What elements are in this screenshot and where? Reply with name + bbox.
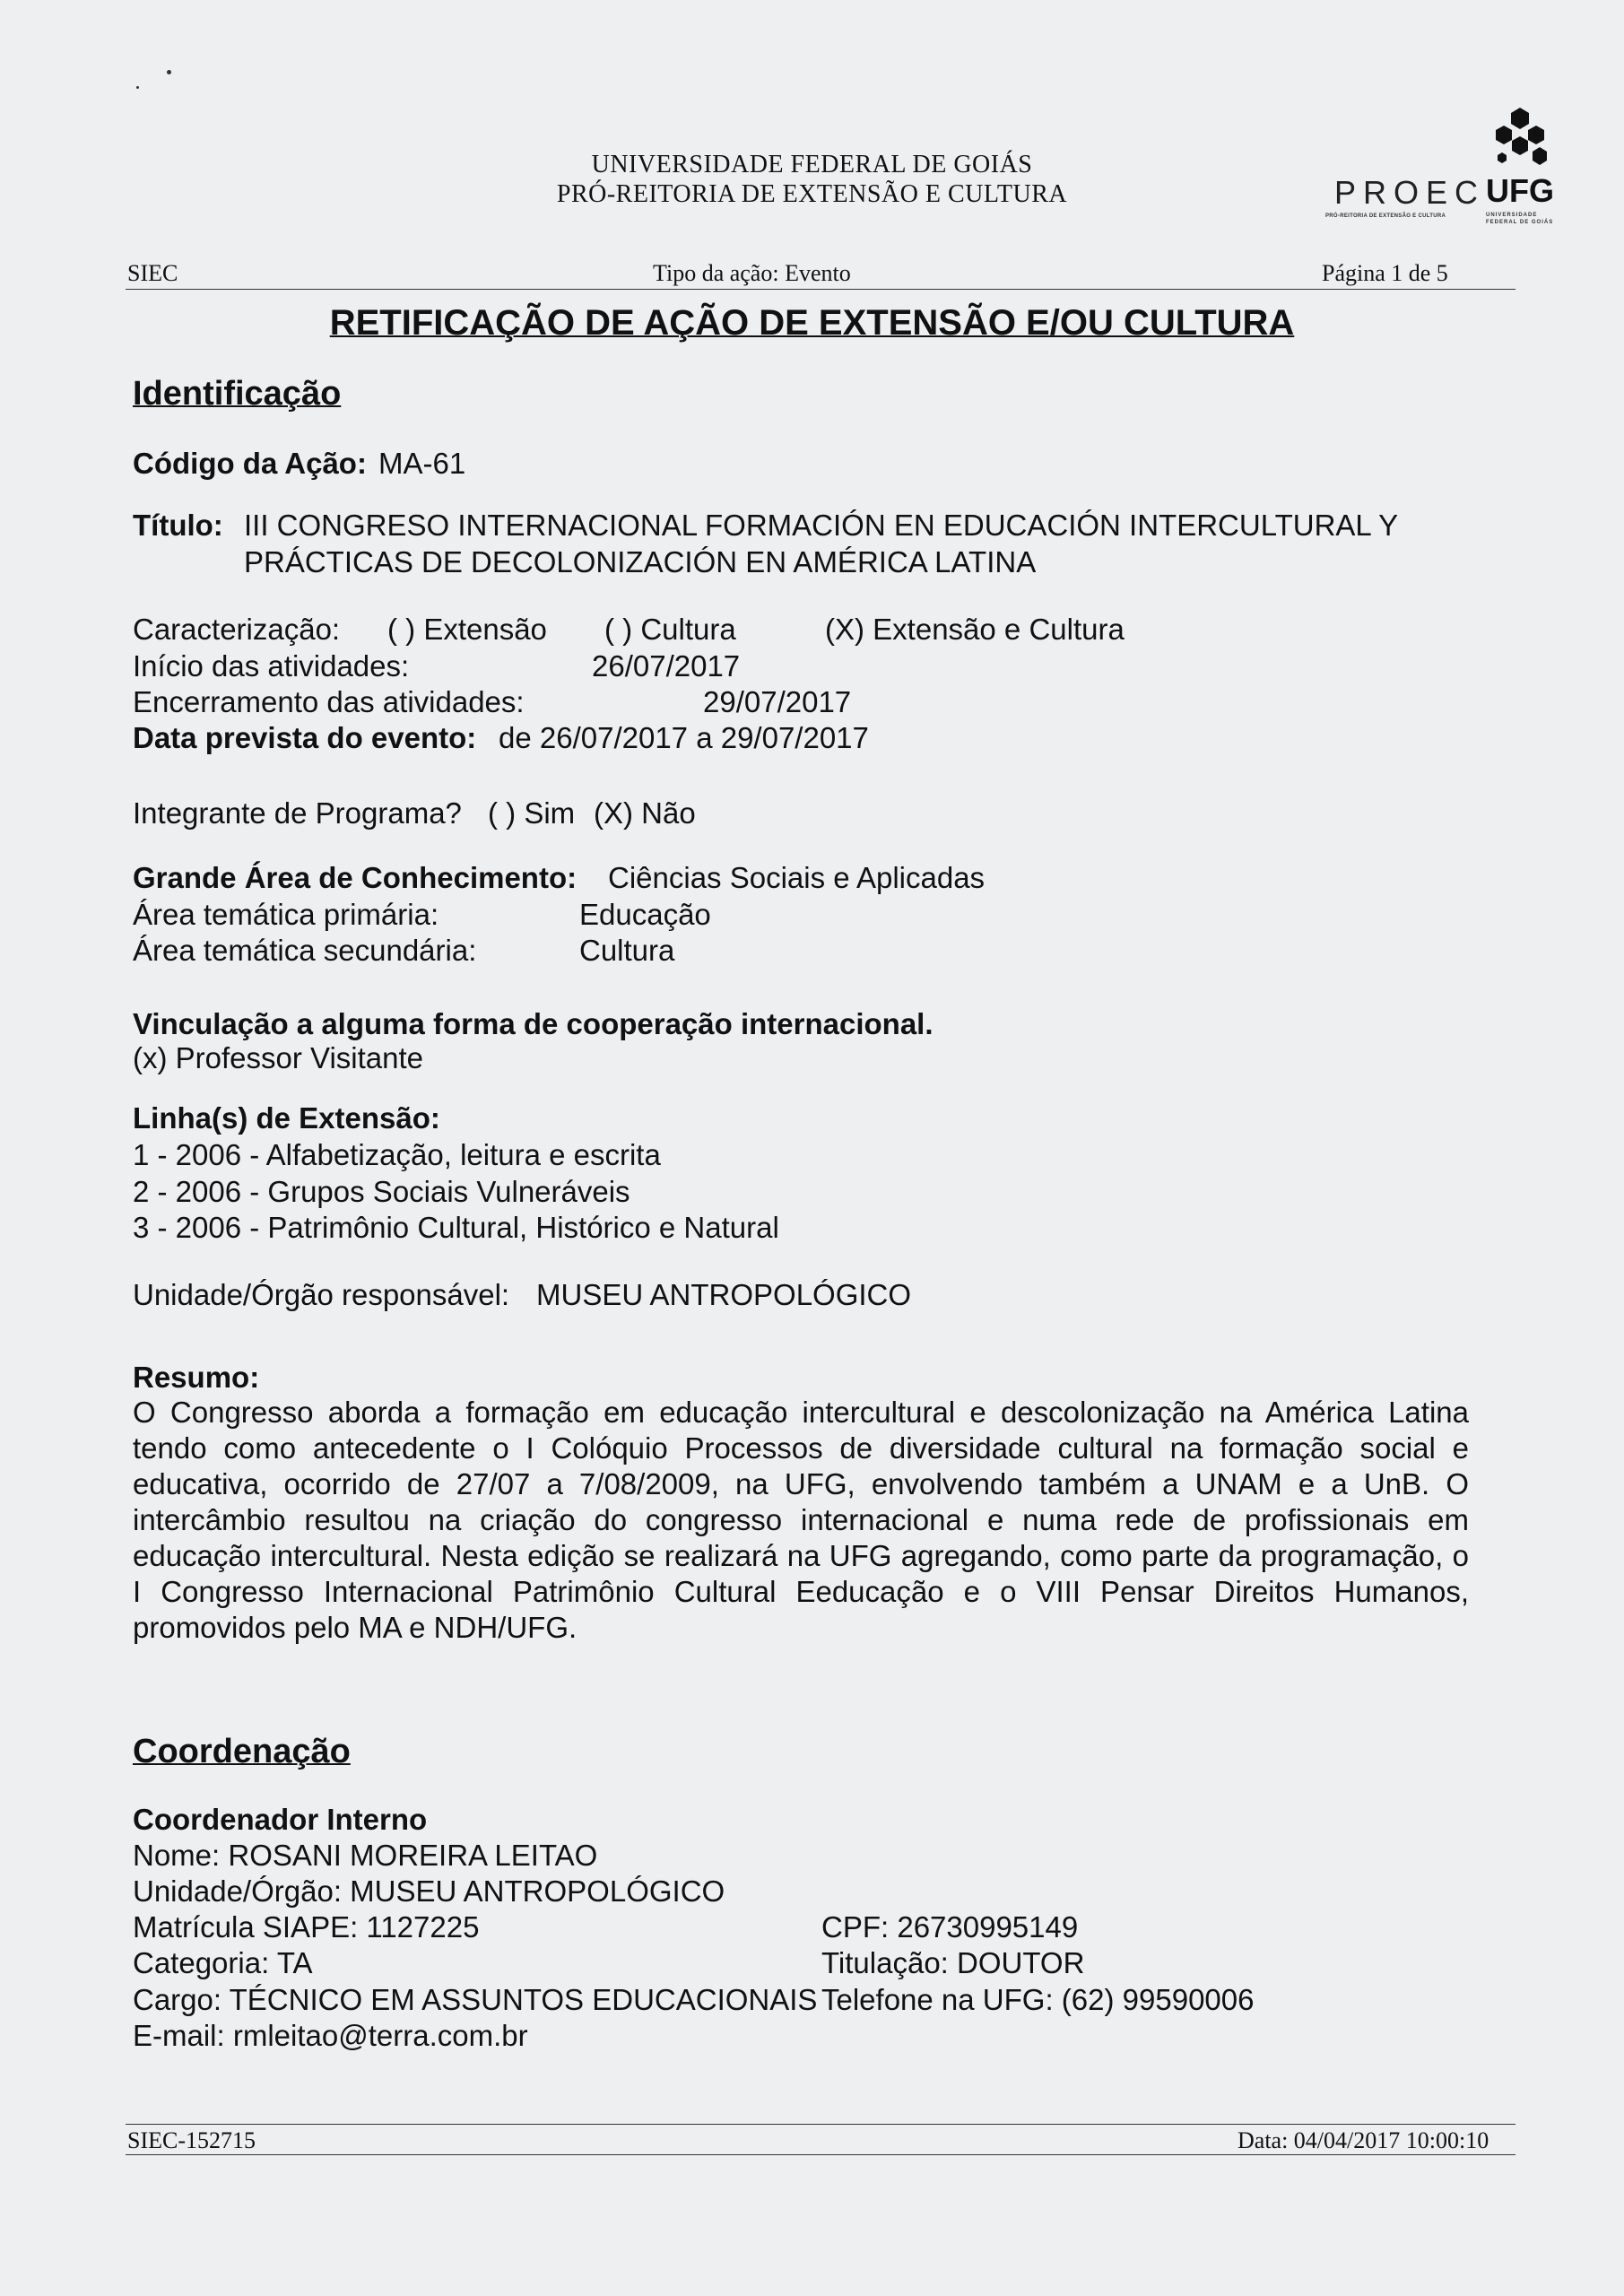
coordenador-matricula: Matrícula SIAPE: 1127225 [133,1910,480,1944]
hexagon-cluster-icon [1484,106,1556,170]
linhas-label: Linha(s) de Extensão: [133,1101,440,1135]
scan-speck [136,86,139,89]
coordenador-cpf: CPF: 26730995149 [821,1910,1079,1944]
data-prevista-value: de 26/07/2017 a 29/07/2017 [499,721,869,754]
vinculacao-value: (x) Professor Visitante [133,1041,424,1074]
ufg-logo-subtitle-line1: UNIVERSIDADE [1486,213,1538,218]
coordenador-cargo: Cargo: TÉCNICO EM ASSUNTOS EDUCACIONAIS [133,1983,818,2016]
resumo-label: Resumo: [133,1361,260,1394]
university-name: UNIVERSIDADE FEDERAL DE GOIÁS [591,151,1033,178]
area-primaria-value: Educação [579,898,711,931]
coordenador-titulacao: Titulação: DOUTOR [821,1946,1085,1979]
page-number: Página 1 de 5 [1322,260,1448,286]
codigo-label: Código da Ação: [133,447,367,480]
footer-document-id: SIEC-152715 [127,2127,256,2153]
encerramento-label: Encerramento das atividades: [133,685,525,718]
inicio-value: 26/07/2017 [592,649,741,683]
footer-date: Data: 04/04/2017 10:00:10 [1238,2127,1489,2153]
coordenador-interno-heading: Coordenador Interno [133,1803,428,1836]
integrante-sim: ( ) Sim [488,796,576,830]
caracterizacao-option-extensao: ( ) Extensão [387,613,547,646]
coordenador-email: E-mail: rmleitao@terra.com.br [133,2019,528,2052]
codigo-value: MA-61 [378,447,466,480]
section-heading-coordenacao: Coordenação [133,1733,351,1770]
section-heading-identificacao: Identificação [133,375,342,413]
titulo-line1: III CONGRESO INTERNACIONAL FORMACIÓN EN EDUCACIÓN INTERCULTURAL Y [244,509,1399,542]
action-type: Tipo da ação: Evento [653,260,851,286]
encerramento-value: 29/07/2017 [703,685,852,718]
area-primaria-label: Área temática primária: [133,898,439,931]
scan-speck [167,70,171,74]
grande-area-label: Grande Área de Conhecimento: [133,861,578,894]
proec-logo-subtitle: PRÓ-REITORIA DE EXTENSÃO E CULTURA [1325,213,1446,219]
integrante-label: Integrante de Programa? [133,796,462,830]
footer-bottom-rule [126,2154,1515,2155]
titulo-label: Título: [133,509,223,542]
grande-area-value: Ciências Sociais e Aplicadas [608,861,986,894]
resumo-text: O Congresso aborda a formação em educação intercultural e descolonização na América Latina tendo como antecedente o I Colóquio Processos de diversidade cultural na formação social e educativa, ocorrido de 27/07 a 7/08/2009, na UFG, envolvendo também a UNAM e a UnB. O intercâmbio resultou na criação do congresso internacional e numa rede de profissionais em educação intercultural. Nesta edição se realizará na UFG agregando, como parte da programação, o I Congresso Internacional Patrimônio Cultural Eeducação e o VIII Pensar Direitos Humanos, promovidos pelo MA e NDH/UFG. [133,1396,1469,1644]
titulo-line2: PRÁCTICAS DE DECOLONIZACIÓN EN AMÉRICA LATINA [244,545,1037,578]
proec-logo: PROEC [1334,174,1486,211]
coordenador-categoria: Categoria: TA [133,1946,313,1979]
caracterizacao-option-cultura: ( ) Cultura [604,613,736,646]
caracterizacao-option-extensao-cultura: (X) Extensão e Cultura [825,613,1125,646]
inicio-label: Início das atividades: [133,649,410,683]
data-prevista-label: Data prevista do evento: [133,721,477,754]
ufg-logo: UFG [1486,172,1554,209]
coordenador-nome: Nome: ROSANI MOREIRA LEITAO [133,1839,598,1872]
header-rule [126,289,1515,290]
footer-rule [126,2124,1515,2125]
ufg-logo-subtitle-line2: FEDERAL DE GOIÁS [1486,220,1554,225]
area-secundaria-value: Cultura [579,934,675,967]
unidade-value: MUSEU ANTROPOLÓGICO [536,1278,912,1311]
pro-rectorate-name: PRÓ-REITORIA DE EXTENSÃO E CULTURA [556,180,1068,208]
coordenador-unidade: Unidade/Órgão: MUSEU ANTROPOLÓGICO [133,1874,725,1908]
coordenador-telefone: Telefone na UFG: (62) 99590006 [821,1983,1255,2016]
system-label: SIEC [127,260,178,286]
linha-item: 1 - 2006 - Alfabetização, leitura e escrita [133,1138,661,1171]
area-secundaria-label: Área temática secundária: [133,934,477,967]
integrante-nao: (X) Não [594,796,696,830]
page-title: RETIFICAÇÃO DE AÇÃO DE EXTENSÃO E/OU CULTURA [329,303,1295,343]
vinculacao-label: Vinculação a alguma forma de cooperação internacional. [133,1007,934,1040]
linha-item: 2 - 2006 - Grupos Sociais Vulneráveis [133,1175,630,1208]
ufg-logo-subtitle [1486,212,1553,226]
unidade-label: Unidade/Órgão responsável: [133,1278,510,1311]
caracterizacao-label: Caracterização: [133,613,341,646]
linha-item: 3 - 2006 - Patrimônio Cultural, Histórico e Natural [133,1211,779,1244]
